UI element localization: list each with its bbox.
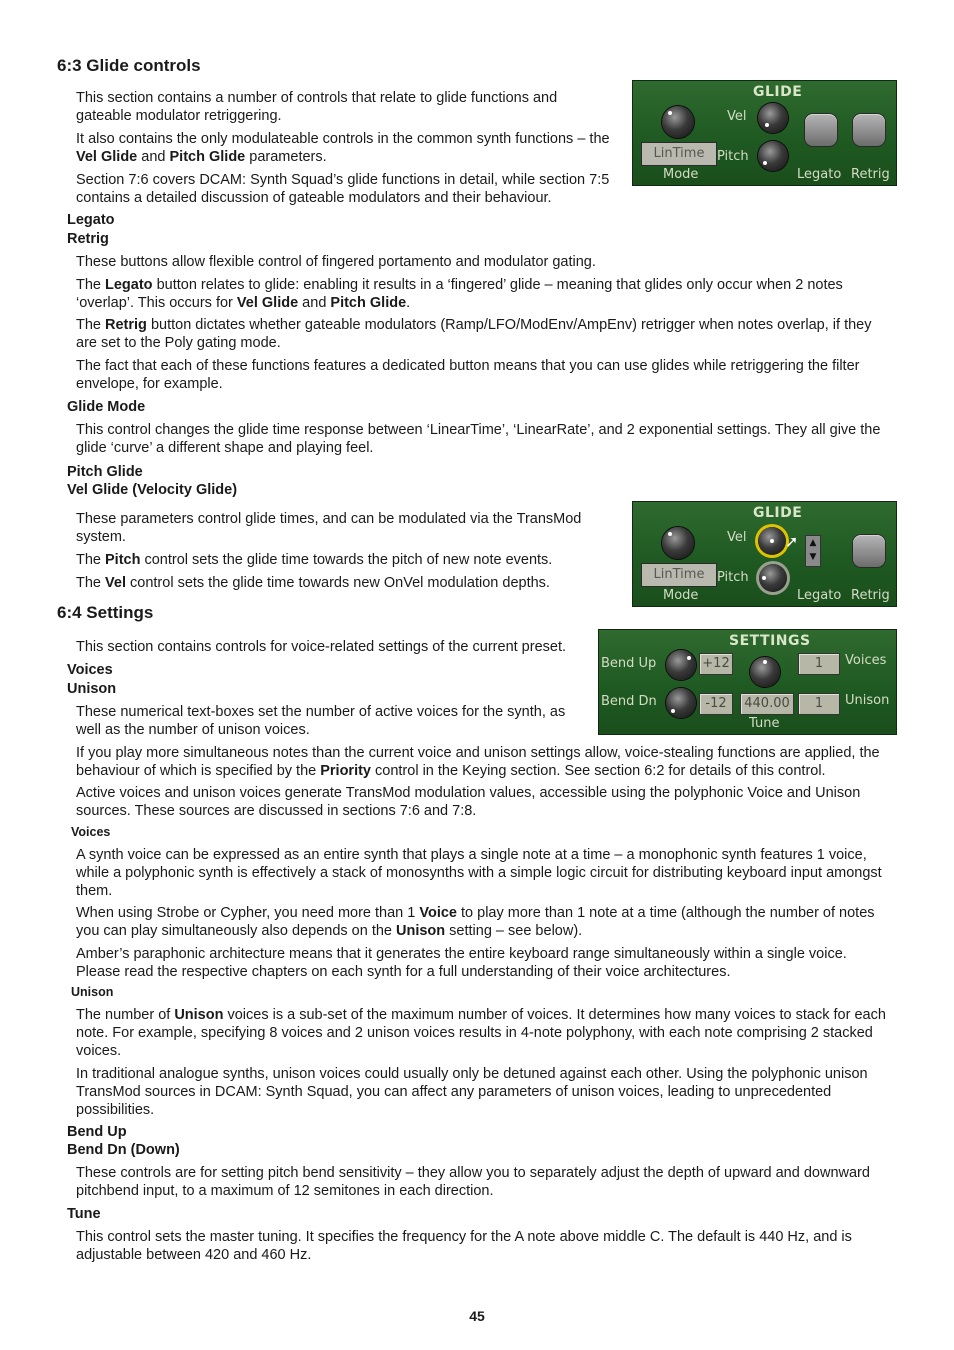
tune-para: This control sets the master tuning. It specifies the frequency for the A note above middle C. The default is 440 Hz, and is adjustable between 420 and 460 Hz. [76, 1229, 852, 1263]
pitch-glide-knob[interactable] [758, 141, 788, 171]
glide-mode-value[interactable]: LinTime [641, 142, 717, 166]
glide-mode-para: This control changes the glide time response between ‘LinearTime’, ‘LinearRate’, and 2 exponential settings. They all give the glide ‘curve’ a different shape and playing feel. [76, 422, 881, 456]
bend-up-heading: Bend Up [67, 1124, 127, 1140]
mode-label-2: Mode [663, 588, 699, 603]
tune-value[interactable]: 440.00 [740, 693, 794, 715]
bend-up-knob[interactable] [666, 650, 696, 680]
up-down-arrows-icon[interactable]: ▲ ▼ [805, 535, 821, 567]
vel-glide-knob[interactable] [758, 103, 788, 133]
voices-unison-para-3: Active voices and unison voices generate TransMod modulation values, accessible using the polyphonic Voice and Unison sources. These sources are discussed in sections 7:6 and 7:8. [76, 785, 861, 819]
unison-para-1: The number of Unison voices is a sub-set of the maximum number of voices. It determines how many voices to stack for each note. For example, specifying 8 voices and 2 unison voices results in 4-note polyphony, with each note comprising 2 stacked voices. [76, 1007, 886, 1059]
tune-heading: Tune [67, 1206, 101, 1222]
settings-panel-image [598, 629, 897, 735]
voices-para-2: When using Strobe or Cypher, you need more than 1 Voice to play more than 1 note at a time (although the number of notes you can play simultaneously also depends on the Unison setting – see below). [76, 905, 875, 939]
glide-intro-1: This section contains a number of controls that relate to glide functions and gateable modulator retriggering. [76, 90, 558, 124]
glide-panel-title-2: GLIDE [753, 505, 803, 521]
legato-heading: Legato [67, 212, 115, 228]
voices-value[interactable]: 1 [798, 653, 840, 675]
bend-dn-heading: Bend Dn (Down) [67, 1142, 180, 1158]
buttons-para-1: These buttons allow flexible control of fingered portamento and modulator gating. [76, 254, 596, 270]
tune-label: Tune [749, 716, 780, 731]
bend-para: These controls are for setting pitch bend sensitivity – they allow you to separately adjust the depth of upward and downward pitchbend input, to a maximum of 12 semitones in each direction. [76, 1165, 870, 1199]
glides-para-1: These parameters control glide times, and can be modulated via the TransMod system. [76, 511, 582, 545]
pitch-label-2: Pitch [717, 570, 749, 585]
mouse-pointer-icon: ➚ [785, 532, 799, 551]
unison-para-2: In traditional analogue synths, unison voices could usually only be detuned against each other. Using the polyphonic unison TransMod sources in DCAM: Synth Squad, you can affect any parameters of unison voices, leading to unprecedented possibilities. [76, 1066, 868, 1118]
legato-label-2: Legato [797, 588, 842, 603]
retrig-button[interactable] [853, 114, 885, 146]
voices-unison-para-1: These numerical text-boxes set the number of active voices for the synth, as well as the number of unison voices. [76, 704, 566, 738]
tune-knob[interactable] [750, 657, 780, 687]
pitch-label: Pitch [717, 149, 749, 164]
settings-intro: This section contains controls for voice-related settings of the current preset. [76, 639, 567, 655]
bend-dn-knob[interactable] [666, 688, 696, 718]
bend-up-value[interactable]: +12 [699, 653, 733, 675]
voices-heading: Voices [67, 662, 113, 678]
vel-glide-heading: Vel Glide (Velocity Glide) [67, 482, 238, 498]
section-heading-settings: 6:4 Settings [57, 603, 154, 622]
voices-subheading: Voices [71, 825, 111, 839]
glide-mode-knob[interactable] [662, 106, 694, 138]
settings-panel-title: SETTINGS [729, 633, 811, 649]
retrig-label: Retrig [851, 167, 890, 182]
section-heading-glide: 6:3 Glide controls [57, 56, 201, 75]
bend-up-label: Bend Up [601, 656, 657, 671]
retrig-button-2[interactable] [853, 535, 885, 567]
glide-intro-2: It also contains the only modulateable controls in the common synth functions – the Vel Glide and Pitch Glide parameters. [76, 131, 610, 165]
unison-label: Unison [845, 693, 890, 708]
buttons-para-4: The fact that each of these functions features a dedicated button means that you can use glides while retriggering the filter envelope, for example. [76, 358, 860, 392]
pitch-glide-heading: Pitch Glide [67, 464, 143, 480]
mode-label: Mode [663, 167, 699, 182]
bend-dn-value[interactable]: -12 [699, 693, 733, 715]
unison-subheading: Unison [71, 985, 114, 999]
glide-intro-3: Section 7:6 covers DCAM: Synth Squad’s glide functions in detail, while section 7:5 contains a detailed discussion of gateable modulators and their behaviour. [76, 172, 610, 206]
legato-label: Legato [797, 167, 842, 182]
buttons-para-3: The Retrig button dictates whether gateable modulators (Ramp/LFO/ModEnv/AmpEnv) retrigger when notes overlap, if they are set to the Poly gating mode. [76, 317, 872, 351]
vel-label: Vel [727, 109, 747, 124]
retrig-heading: Retrig [67, 231, 109, 247]
glide-panel-image [632, 80, 897, 186]
glides-para-2: The Pitch control sets the glide time towards the pitch of new note events. [76, 552, 553, 568]
legato-button[interactable] [805, 114, 837, 146]
unison-value[interactable]: 1 [798, 693, 840, 715]
voices-unison-para-2: If you play more simultaneous notes than the current voice and unison settings allow, voice-stealing functions are applied, the behaviour of which is specified by the Priority control in the Keying section. See section 6:2 for details of this control. [76, 745, 880, 779]
voices-para-3: Amber’s paraphonic architecture means that it generates the entire keyboard range simultaneously within a single voice. Please read the respective chapters on each synth for a full understanding of their voice architectures. [76, 946, 847, 980]
retrig-label-2: Retrig [851, 588, 890, 603]
page-number: 45 [469, 1308, 485, 1324]
vel-label-2: Vel [727, 530, 747, 545]
glide-mode-heading: Glide Mode [67, 399, 146, 415]
glide-mode-value-2[interactable]: LinTime [641, 563, 717, 587]
glide-panel-title: GLIDE [753, 84, 803, 100]
vel-glide-knob-2[interactable] [758, 527, 786, 555]
unison-heading: Unison [67, 681, 117, 697]
glide-panel-image-2 [632, 501, 897, 607]
voices-label: Voices [845, 653, 887, 668]
glide-mode-knob-2[interactable] [662, 527, 694, 559]
glides-para-3: The Vel control sets the glide time towards new OnVel modulation depths. [76, 575, 550, 591]
bend-dn-label: Bend Dn [601, 694, 657, 709]
pitch-glide-knob-2[interactable] [759, 564, 787, 592]
buttons-para-2: The Legato button relates to glide: enabling it results in a ‘fingered’ glide – meaning that glides only occur when 2 notes ‘overlap’. This occurs for Vel Glide and Pitch Glide. [76, 277, 843, 311]
voices-para-1: A synth voice can be expressed as an entire synth that plays a single note at a time – a monophonic synth features 1 voice, while a polyphonic synth is effectively a stack of monosynths with a simple logic circuit for distributing keyboard input amongst them. [76, 847, 882, 899]
